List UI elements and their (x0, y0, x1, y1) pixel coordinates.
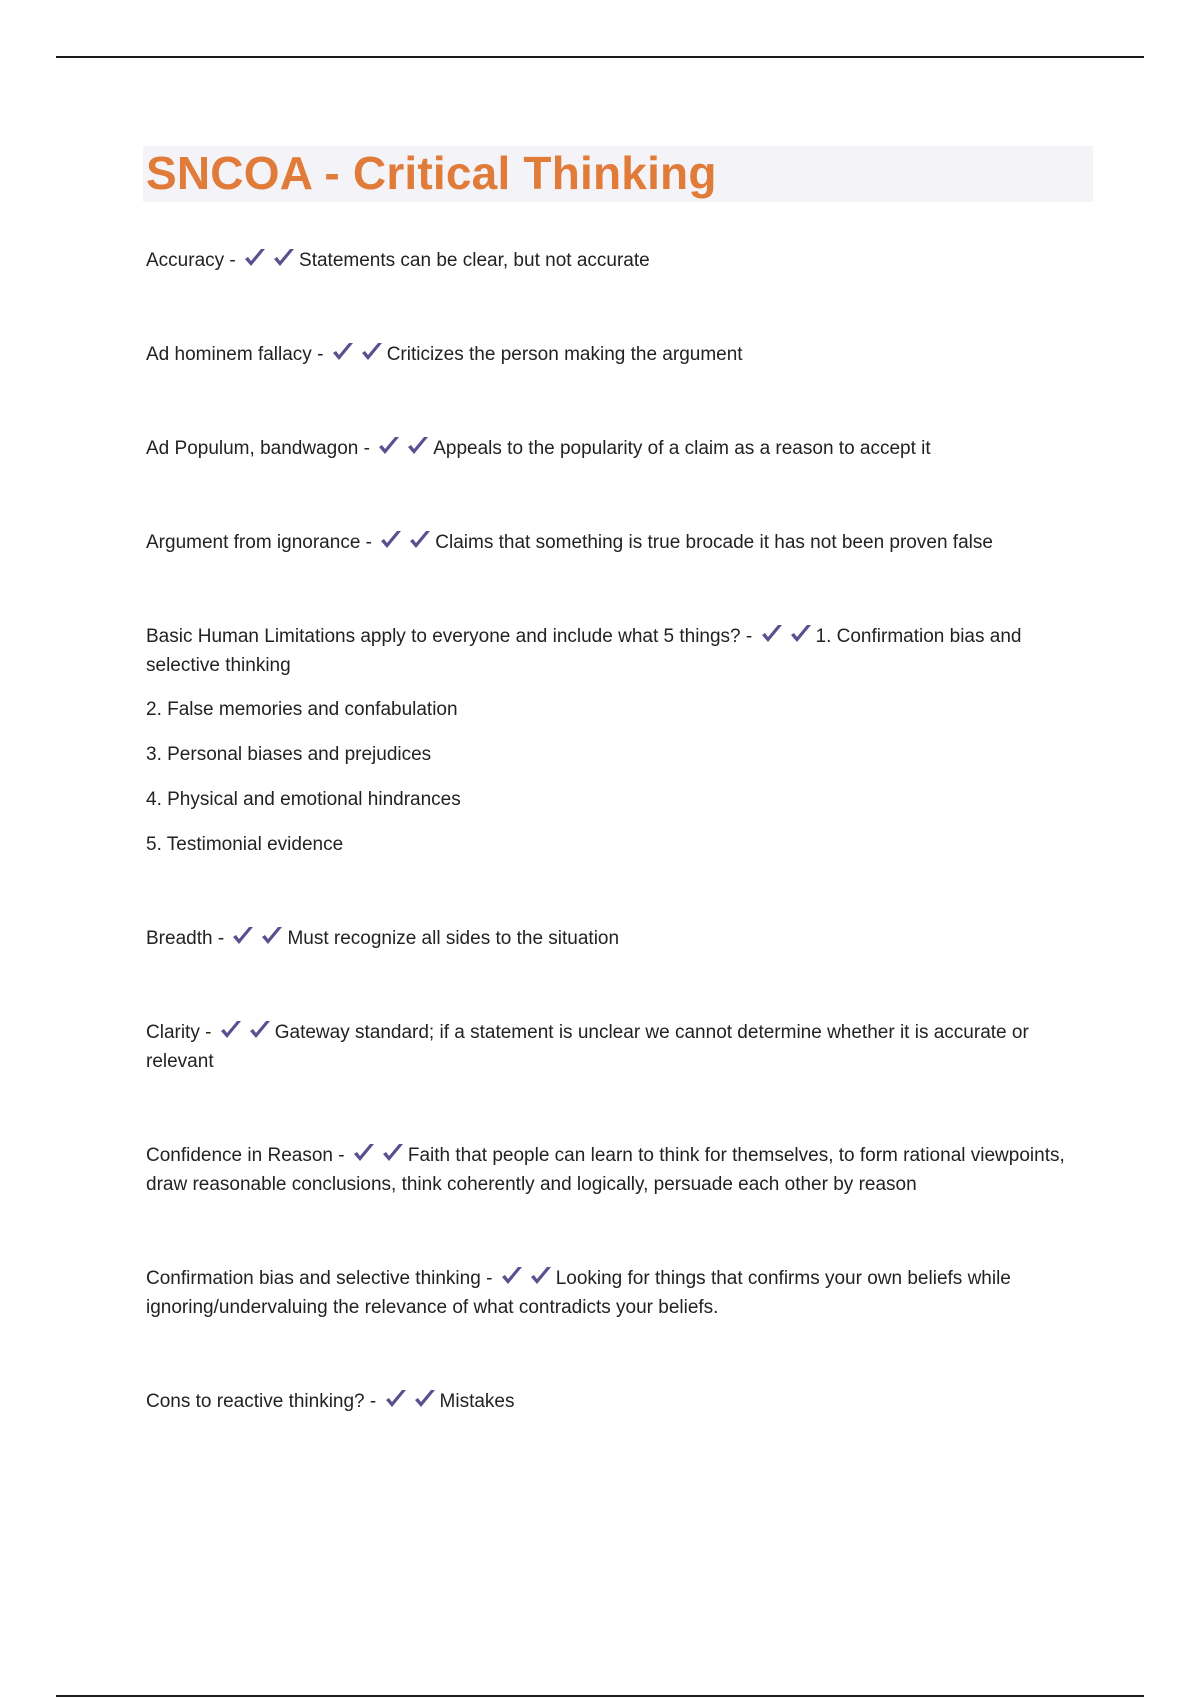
flashcard-term: Clarity (146, 1022, 200, 1043)
flashcard-term: Ad hominem fallacy (146, 344, 312, 365)
checkmark-icon (376, 434, 402, 458)
term-separator: - (212, 928, 230, 949)
term-separator: - (199, 1022, 217, 1043)
flashcard (146, 924, 1086, 953)
checkmark-icon (788, 622, 814, 646)
flashcard-extra-line: 5. Testimonial evidence (146, 834, 344, 855)
flashcard-line (146, 1387, 1086, 1416)
checkmark-icon (242, 246, 268, 270)
flashcard-definition: Looking for things that confirms your own beliefs while ignoring/undervaluing the relevance of what contradicts your beliefs. (146, 1268, 1011, 1318)
flashcard-term: Basic Human Limitations apply to everyone and include what 5 things? (146, 626, 741, 647)
flashcard (146, 1387, 1086, 1416)
checkmark-icon (380, 1141, 406, 1165)
checkmark-icon (351, 1141, 377, 1165)
checkmark-icon (218, 1018, 244, 1042)
flashcard-line (146, 1018, 1086, 1076)
answer-checks (218, 1018, 273, 1042)
flashcard-definition: Appeals to the popularity of a claim as a reason to accept it (433, 438, 931, 459)
flashcard-definition: Gateway standard; if a statement is unclear we cannot determine whether it is accurate or relevant (146, 1022, 1029, 1072)
flashcard-term: Cons to reactive thinking? (146, 1391, 365, 1412)
answer-checks (499, 1264, 554, 1288)
answer-checks (242, 246, 297, 270)
term-separator: - (224, 250, 242, 271)
flashcard-line (146, 1141, 1086, 1199)
checkmark-icon (407, 528, 433, 552)
flashcard-definition: Mistakes (439, 1391, 515, 1412)
answer-checks (330, 340, 385, 364)
term-separator: - (311, 344, 329, 365)
term-separator: - (332, 1145, 350, 1166)
flashcard (146, 528, 1086, 557)
flashcard-list (146, 246, 1086, 1416)
flashcard-line (146, 434, 1086, 463)
answer-checks (378, 528, 433, 552)
checkmark-icon (271, 246, 297, 270)
flashcard (146, 1018, 1086, 1076)
checkmark-icon (759, 622, 785, 646)
flashcard (146, 1264, 1086, 1322)
flashcard-definition: Criticizes the person making the argument (386, 344, 743, 365)
flashcard (146, 434, 1086, 463)
checkmark-icon (259, 924, 285, 948)
answer-checks (383, 1387, 438, 1411)
flashcard-line (146, 1264, 1086, 1322)
flashcard-term: Argument from ignorance (146, 532, 361, 553)
flashcard-definition: Statements can be clear, but not accurate (299, 250, 650, 271)
flashcard-definition: Claims that something is true brocade it has not been proven false (435, 532, 993, 553)
checkmark-icon (528, 1264, 554, 1288)
answer-checks (351, 1141, 406, 1165)
flashcard-line (146, 622, 1086, 680)
flashcard-term: Confidence in Reason (146, 1145, 333, 1166)
answer-checks (376, 434, 431, 458)
flashcard (146, 1141, 1086, 1199)
checkmark-icon (499, 1264, 525, 1288)
flashcard-definition: 1. Confirmation bias and selective thinking (146, 626, 1022, 676)
checkmark-icon (330, 340, 356, 364)
term-separator: - (358, 438, 376, 459)
page-title: SNCOA - Critical Thinking (146, 147, 717, 199)
flashcard-term: Accuracy (146, 250, 225, 271)
flashcard-term: Breadth (146, 928, 213, 949)
flashcard-line (146, 246, 1086, 275)
term-separator: - (364, 1391, 382, 1412)
flashcard (146, 622, 1086, 859)
answer-checks (230, 924, 285, 948)
top-rule (56, 56, 1144, 58)
flashcard-line (146, 924, 1086, 953)
checkmark-icon (247, 1018, 273, 1042)
flashcard-line (146, 340, 1086, 369)
flashcard-term: Ad Populum, bandwagon (146, 438, 359, 459)
checkmark-icon (383, 1387, 409, 1411)
term-separator: - (740, 626, 758, 647)
checkmark-icon (359, 340, 385, 364)
bottom-rule (56, 1695, 1144, 1697)
answer-checks (759, 622, 814, 646)
flashcard-definition: Faith that people can learn to think for themselves, to form rational viewpoints, draw reasonable conclusions, think coherently and logically, persuade each other by reason (146, 1145, 1065, 1195)
flashcard-extra-line: 3. Personal biases and prejudices (146, 744, 432, 765)
checkmark-icon (378, 528, 404, 552)
flashcard-line (146, 528, 1086, 557)
flashcard-definition: Must recognize all sides to the situation (287, 928, 620, 949)
term-separator: - (480, 1268, 498, 1289)
flashcard-extra-line: 2. False memories and confabulation (146, 699, 458, 720)
checkmark-icon (405, 434, 431, 458)
flashcard-extra-line: 4. Physical and emotional hindrances (146, 789, 461, 810)
flashcard (146, 340, 1086, 369)
checkmark-icon (230, 924, 256, 948)
term-separator: - (360, 532, 378, 553)
flashcard-extra-lines (146, 695, 1086, 859)
flashcard (146, 246, 1086, 275)
flashcard-term: Confirmation bias and selective thinking (146, 1268, 481, 1289)
checkmark-icon (412, 1387, 438, 1411)
